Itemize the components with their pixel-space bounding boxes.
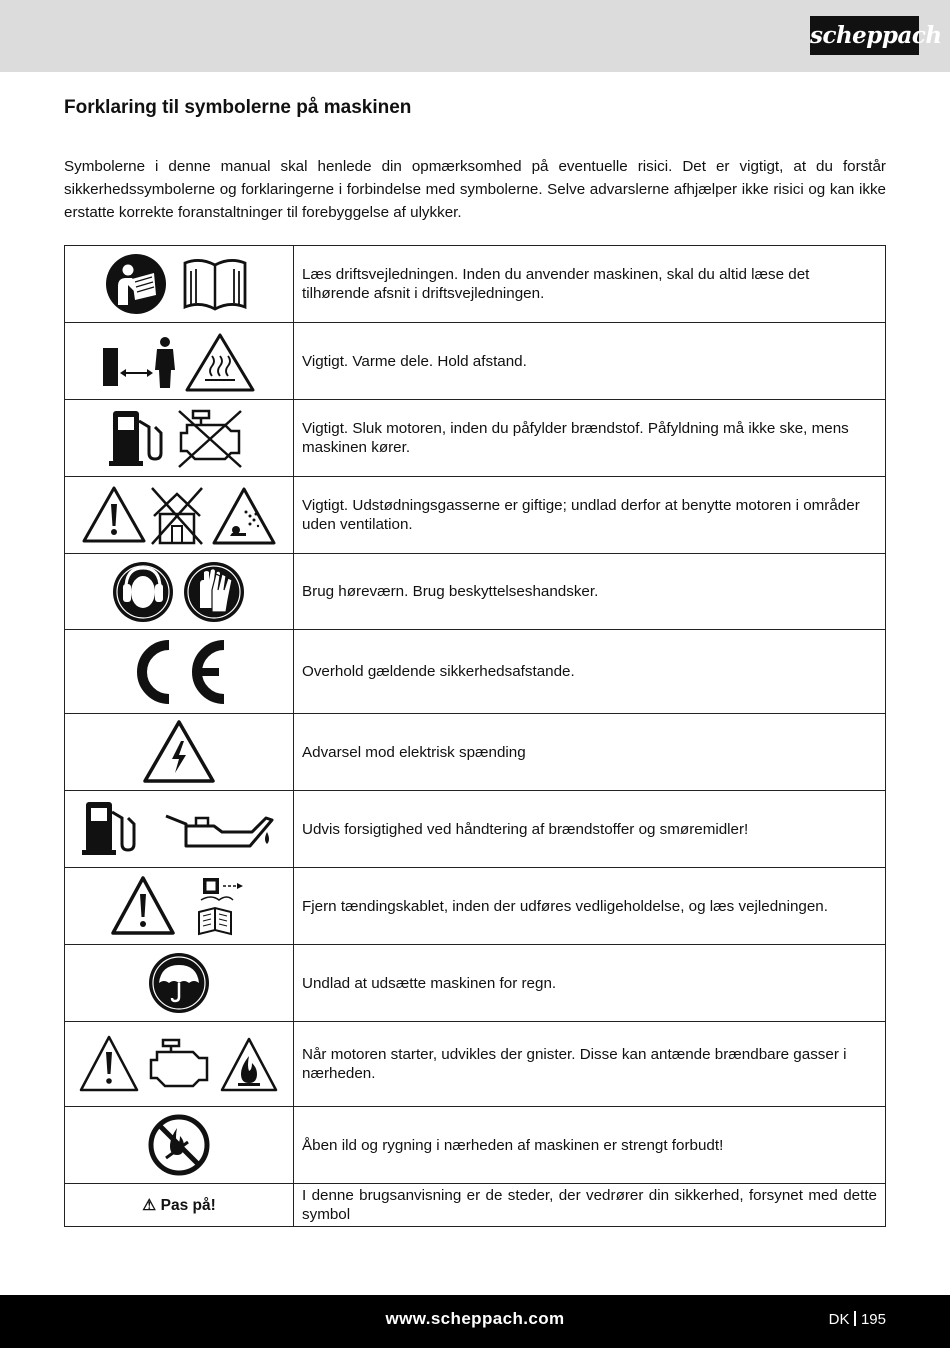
engine-icon [151, 1040, 207, 1086]
symbol-cell [65, 246, 294, 323]
table-row [65, 554, 886, 630]
general-warning-icon [81, 1037, 137, 1090]
flammable-warning-icon [222, 1039, 276, 1090]
symbol-cell [65, 323, 294, 400]
page-number [829, 1311, 886, 1328]
symbol-description: Advarsel mod elektrisk spænding [294, 714, 886, 791]
language-code: DK [828, 1311, 850, 1328]
table-row [65, 1184, 886, 1227]
symbol-table [64, 245, 886, 1227]
symbol-description: Brug høreværn. Brug beskyttelseshandsker. [294, 554, 886, 630]
symbol-cell [65, 714, 294, 791]
header-band [0, 0, 950, 72]
no-open-flame-icon [146, 1112, 212, 1178]
symbol-cell [65, 1107, 294, 1184]
table-row [65, 868, 886, 945]
symbol-description: Vigtigt. Sluk motoren, inden du påfylder brændstof. Påfyldning må ikke ske, mens maskinen kører. [294, 400, 886, 477]
protective-gloves-icon [184, 562, 244, 622]
table-row [65, 246, 886, 323]
footer-bar [0, 1295, 950, 1348]
protect-from-rain-icon [147, 951, 211, 1015]
electrical-hazard-icon [142, 719, 216, 785]
symbol-cell [65, 554, 294, 630]
ear-protection-icon [113, 562, 173, 622]
engine-off-icon [179, 411, 241, 467]
caution-cell [65, 1184, 294, 1227]
hot-surface-warning-icon [187, 335, 253, 390]
symbol-description: Læs driftsvejledningen. Inden du anvender maskinen, skal du altid læse det tilhørende afsnit i driftsvejledningen. [294, 246, 886, 323]
scheppach-logo: scheppach [810, 16, 919, 55]
symbol-cell [65, 400, 294, 477]
toxic-gas-warning-icon [214, 489, 274, 543]
caution-description: I denne brugsanvisning er de steder, der vedrører din sikkerhed, forsynet med dette symbol [294, 1184, 886, 1227]
fuel-pump-icon [82, 802, 134, 855]
read-manual-icon [106, 254, 166, 314]
separator [854, 1311, 856, 1326]
symbol-description: Undlad at udsætte maskinen for regn. [294, 945, 886, 1022]
intro-paragraph: Symbolerne i denne manual skal henlede din opmærksomhed på eventuelle risici. Det er vigtigt, at du forstår sikkerhedssymbolerne og forklaringerne i forbindelse med symbolerne. Selve advarslerne afhjælper ikke risici og kan ikke erstatte korrekte foranstaltninger til forebyggelse af ulykker. [64, 158, 886, 221]
table-row [65, 400, 886, 477]
table-row [65, 945, 886, 1022]
keep-distance-icon [103, 337, 175, 388]
symbol-description: Vigtigt. Varme dele. Hold afstand. [294, 323, 886, 400]
general-warning-icon [84, 488, 144, 541]
symbol-description: Udvis forsigtighed ved håndtering af brændstoffer og smøremidler! [294, 791, 886, 868]
table-row [65, 1107, 886, 1184]
oil-can-icon [166, 816, 272, 846]
table-row [65, 1022, 886, 1107]
symbol-cell [65, 791, 294, 868]
no-indoor-use-icon [152, 488, 202, 544]
open-book-icon [185, 260, 245, 309]
table-row [65, 714, 886, 791]
symbol-cell [65, 1022, 294, 1107]
table-row [65, 630, 886, 714]
table-row [65, 323, 886, 400]
symbol-description: Overhold gældende sikkerhedsafstande. [294, 630, 886, 714]
symbol-cell [65, 868, 294, 945]
symbol-cell [65, 477, 294, 554]
ce-mark-icon [127, 635, 231, 709]
symbol-cell [65, 630, 294, 714]
symbol-description: Vigtigt. Udstødningsgasserne er giftige; undlad derfor at benytte motoren i områder uden ventilation. [294, 477, 886, 554]
table-row [65, 477, 886, 554]
page-title: Forklaring til symbolerne på maskinen [64, 97, 412, 118]
symbol-description: Åben ild og rygning i nærheden af maskinen er strengt forbudt! [294, 1107, 886, 1184]
caution-label: Pas på! [160, 1196, 216, 1214]
symbol-description: Når motoren starter, udvikles der gnister. Disse kan antænde brændbare gasser i nærheden. [294, 1022, 886, 1107]
fuel-pump-icon [109, 411, 161, 466]
symbol-cell [65, 945, 294, 1022]
general-warning-icon [113, 878, 173, 933]
page-number-value: 195 [860, 1311, 886, 1328]
symbol-description: Fjern tændingskablet, inden der udføres vedligeholdelse, og læs vejledningen. [294, 868, 886, 945]
website-url: www.scheppach.com [385, 1309, 565, 1328]
warning-icon: ⚠ [142, 1196, 157, 1214]
spark-plug-manual-icon [199, 878, 243, 934]
table-row [65, 791, 886, 868]
